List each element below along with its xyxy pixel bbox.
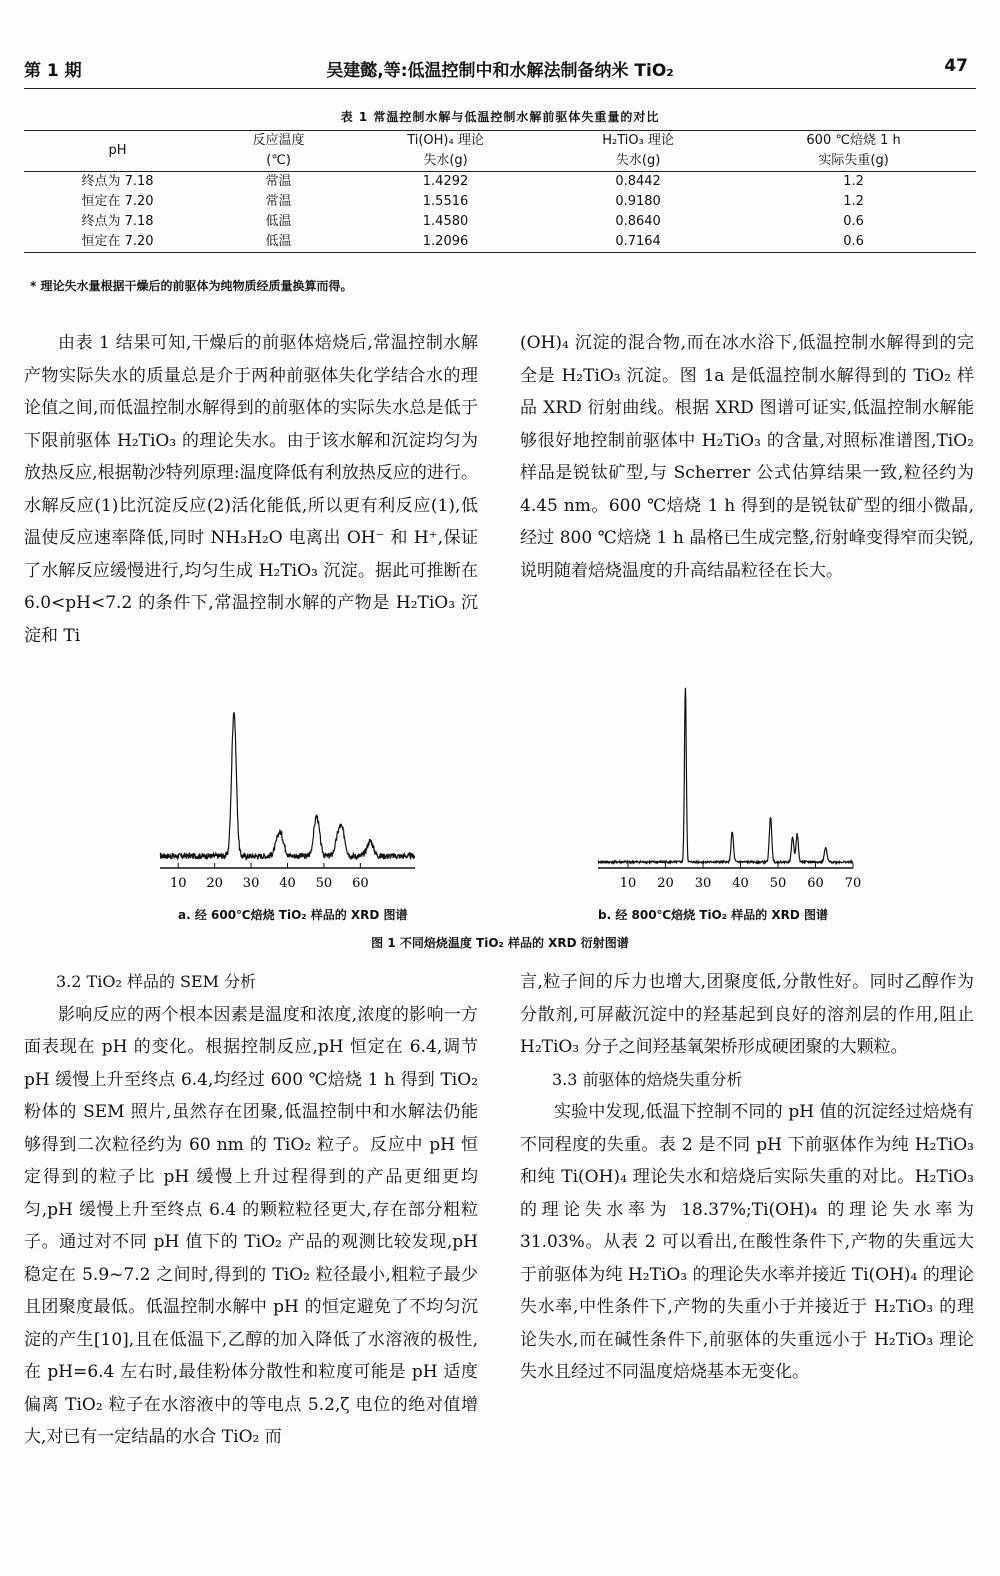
right-column-top xyxy=(520,327,974,587)
cell: 1.2 xyxy=(843,174,864,189)
cell: 1.5516 xyxy=(422,194,469,209)
table-row xyxy=(24,232,976,253)
table-row xyxy=(24,212,976,232)
th-tioh-sub: 失水(g) xyxy=(346,151,545,172)
x-tick-label: 60 xyxy=(807,876,824,891)
x-tick-label: 50 xyxy=(769,876,787,891)
th-actual-sub: 实际失重(g) xyxy=(731,151,976,172)
cell: 1.4292 xyxy=(422,174,469,189)
paragraph: 影响反应的两个根本因素是温度和浓度,浓度的影响一方面表现在 pH 的变化。根据控制反应,pH 恒定在 6.4,调节 pH 缓慢上升至终点 6.4,均经过 600 ℃焙烧 1 h 得到 TiO₂ 粉体的 SEM 照片,虽然存在团聚,低温控制中和水解法仍能够得到二次粒径约为 60 nm 的 TiO₂ 粒子。反应中 pH 恒定得到的粒子比 pH 缓慢上升过程得到的产品更细更均匀,pH 缓慢上升至终点 6.4 的颗粒粒径更大,存在部分粗粒子。通过对不同 pH 值下的 TiO₂ 产品的观测比较发现,pH 稳定在 5.9~7.2 之间时,得到的 TiO₂ 粒径最小,粗粒子最少且团聚度最低。低温控制水解中 pH 的恒定避免了不均匀沉淀的产生[10],且在低温下,乙醇的加入降低了水溶液的极性,在 pH=6.4 左右时,最佳粉体分散性和粒度可能是 pH 适度偏离 TiO₂ 粒子在水溶液中的等电点 5.2,ζ 电位的绝对值增大,对已有一定结晶的水合 TiO₂ 而 xyxy=(24,1004,478,1447)
journal-issue: 第 1 期 xyxy=(24,61,82,81)
x-tick-label: 20 xyxy=(206,876,223,891)
x-tick-label: 50 xyxy=(315,876,333,891)
figure1-caption: 图 1 不同焙烧温度 TiO₂ 样品的 XRD 衍射图谱 xyxy=(371,936,629,950)
left-column-top xyxy=(24,327,478,652)
x-tick-label: 70 xyxy=(844,876,862,891)
th-tioh: Ti(OH)₄ 理论 xyxy=(346,131,545,152)
cell: 0.6 xyxy=(843,214,864,229)
xrd-trace xyxy=(598,688,853,863)
table1-caption: 表 1 常温控制水解与低温控制水解前驱体失重量的对比 xyxy=(340,110,660,124)
xrd-chart-b xyxy=(598,678,862,907)
page-header xyxy=(24,48,976,80)
th-actual: 600 ℃焙烧 1 h xyxy=(731,131,976,152)
cell: 常温 xyxy=(265,174,292,189)
cell: 低温 xyxy=(265,214,292,229)
xrd-chart-a xyxy=(160,678,420,907)
th-temp-unit: (℃) xyxy=(211,151,346,172)
section-heading-3-3: 3.3 前驱体的焙烧失重分析 xyxy=(552,1069,743,1089)
table-row xyxy=(24,192,976,212)
cell: 0.6 xyxy=(731,232,976,253)
cell: 低温 xyxy=(211,232,346,253)
x-tick-label: 10 xyxy=(619,876,637,891)
cell: 恒定在 7.20 xyxy=(81,194,154,209)
cell: 常温 xyxy=(265,194,292,209)
xrd-chart-a-svg xyxy=(160,678,420,903)
x-tick-label: 30 xyxy=(242,876,260,891)
page-number: 47 xyxy=(944,56,968,76)
cell: 终点为 7.18 xyxy=(81,214,154,229)
cell: 0.8442 xyxy=(615,174,661,189)
cell: 0.7164 xyxy=(545,232,731,253)
cell: 1.2096 xyxy=(346,232,545,253)
right-column-bottom xyxy=(520,966,974,1389)
paragraph: (OH)₄ 沉淀的混合物,而在冰水浴下,低温控制水解得到的完全是 H₂TiO₃ 沉淀。图 1a 是低温控制水解得到的 TiO₂ 样品 XRD 衍射曲线。根据 XRD 图谱可证实,低温控制水解能够很好地控制前驱体中 H₂TiO₃ 的含量,对照标准谱图,TiO₂ 样品是锐钛矿型,与 Scherrer 公式估算结果一致,粒径约为 4.45 nm。600 ℃焙烧 1 h 得到的是锐钛矿型的细小微晶,经过 800 ℃焙烧 1 h 晶格已生成完整,衍射峰变得窄而尖锐,说明随着焙烧温度的升高结晶粒径在长大。 xyxy=(520,333,974,581)
paragraph: 言,粒子间的斥力也增大,团聚度低,分散性好。同时乙醇作为分散剂,可屏蔽沉淀中的羟基起到良好的溶剂层的作用,阻止 H₂TiO₃ 分子之间羟基氧架桥形成硬团聚的大颗粒。 xyxy=(520,972,974,1057)
section-heading-3-2: 3.2 TiO₂ 样品的 SEM 分析 xyxy=(56,972,257,991)
paragraph: 实验中发现,低温下控制不同的 pH 值的沉淀经过焙烧有不同程度的失重。表 2 是不同 pH 下前驱体作为纯 H₂TiO₃ 和纯 Ti(OH)₄ 理论失水和焙烧后实际失重的对比。H₂TiO₃ 的理论失水率为 18.37%;Ti(OH)₄ 的理论失水率为 31.03%。从表 2 可以看出,在酸性条件下,产物的失重远大于前驱体为纯 H₂TiO₃ 的理论失水率并接近 Ti(OH)₄ 的理论失水率,中性条件下,产物的失重小于并接近于 H₂TiO₃ 的理论失水,而在碱性条件下,前驱体的失重远小于 H₂TiO₃ 理论失水且经过不同温度焙烧基本无变化。 xyxy=(520,1102,974,1382)
x-tick-label: 60 xyxy=(352,876,369,891)
running-title: 吴建懿,等:低温控制中和水解法制备纳米 TiO₂ xyxy=(326,61,674,81)
th-h2tio3-sub: 失水(g) xyxy=(545,151,731,172)
x-tick-label: 40 xyxy=(279,876,296,891)
cell: 0.9180 xyxy=(615,194,661,209)
cell: 终点为 7.18 xyxy=(81,174,154,189)
header-rule xyxy=(24,88,976,89)
table1-note: * 理论失水量根据干燥后的前驱体为纯物质经质量换算而得。 xyxy=(30,279,353,293)
x-tick-label: 20 xyxy=(657,876,674,891)
th-temp: 反应温度 xyxy=(211,131,346,152)
th-ph: pH xyxy=(24,131,211,172)
x-tick-label: 40 xyxy=(732,876,749,891)
left-column-bottom xyxy=(24,966,478,1454)
cell: 1.2 xyxy=(843,194,864,209)
xrd-chart-a-caption: a. 经 600℃焙烧 TiO₂ 样品的 XRD 图谱 xyxy=(178,908,408,922)
cell: 0.8640 xyxy=(615,214,661,229)
table-row xyxy=(24,172,976,193)
cell: 1.4580 xyxy=(422,214,469,229)
cell: 恒定在 7.20 xyxy=(24,232,211,253)
xrd-chart-b-caption: b. 经 800℃焙烧 TiO₂ 样品的 XRD 图谱 xyxy=(598,908,829,922)
table1 xyxy=(24,130,976,253)
paragraph: 由表 1 结果可知,干燥后的前驱体焙烧后,常温控制水解产物实际失水的质量总是介于两种前驱体失化学结合水的理论值之间,而低温控制水解得到的前驱体的实际失水总是低于下限前驱体 H₂TiO₃ 的理论失水。由于该水解和沉淀均匀为放热反应,根据勒沙特列原理:温度降低有利放热反应的进行。水解反应(1)比沉淀反应(2)活化能低,所以更有利反应(1),低温使反应速率降低,同时 NH₃H₂O 电离出 OH⁻ 和 H⁺,保证了水解反应缓慢进行,均匀生成 H₂TiO₃ 沉淀。据此可推断在 6.0<pH<7.2 的条件下,常温控制水解的产物是 H₂TiO₃ 沉淀和 Ti xyxy=(24,333,478,646)
xrd-trace xyxy=(160,713,415,859)
xrd-chart-b-svg xyxy=(598,678,862,903)
x-tick-label: 10 xyxy=(169,876,187,891)
x-tick-label: 30 xyxy=(694,876,712,891)
th-h2tio3: H₂TiO₃ 理论 xyxy=(545,131,731,152)
